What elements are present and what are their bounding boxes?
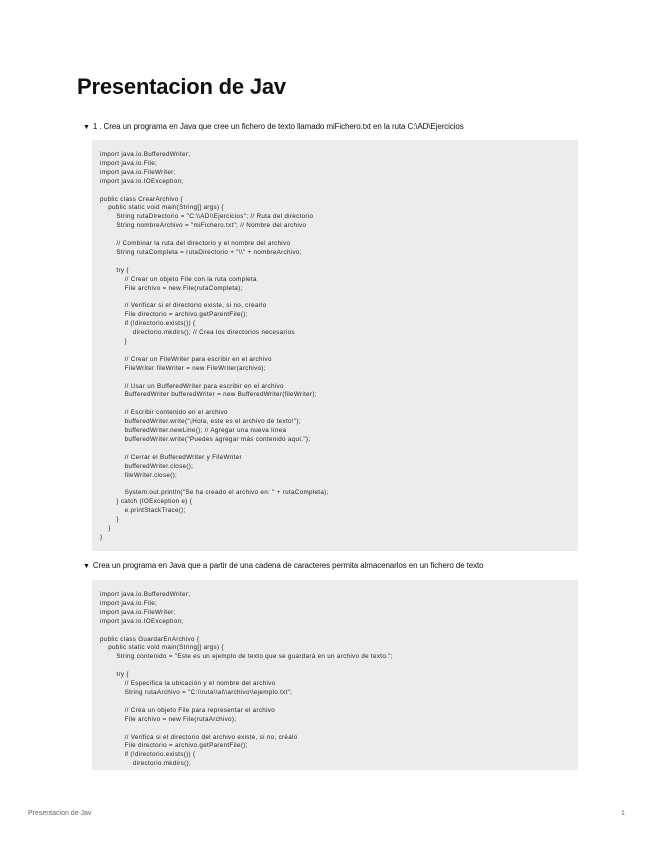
code-block-1-text: import java.io.BufferedWriter; import java.io.File; import java.io.FileWriter; import java.io.IOException; public class CrearArchivo { public static void main(String[] args) { String rutaDirectorio = "C:\\AD\\Ejercicios"; // Ruta del directorio String nombreArchivo = "miFichero.txt"; // Nombre del archivo // Combinar la ruta del directorio y el nombre del archivo String rutaCompleta = rutaDirectorio + "\\" + nombreArchivo; try { // Crear un objeto File con la ruta completa File archivo = new File(rutaCompleta); // Verificar si el directorio existe, si no, crearlo File directorio = archivo.getParentFile(); if (!directorio.exists()) { directorio.mkdirs(); // Crea los directorios necesarios } // Crear un FileWriter para escribir en el archivo FileWriter fileWriter = new FileWriter(archivo); // Usar un BufferedWriter para escribir en el archivo BufferedWriter bufferedWriter = new BufferedWriter(fileWriter); // Escribir contenido en el archivo bufferedWriter.write("¡Hola, este es el archivo de texto!"); bufferedWriter.newLine(); // Agregar una nueva línea bufferedWriter.write("Puedes agregar más contenido aquí."); // Cerrar el BufferedWriter y FileWriter bufferedWriter.close(); fileWriter.close(); System.out.println("Se ha creado el archivo en: " + rutaCompleta); } catch (IOException e) { e.printStackTrace(); } } } (100, 151, 329, 541)
code-block-1 (92, 140, 578, 551)
triangle-down-icon: ▼ (83, 124, 90, 131)
section-1-toggle[interactable] (83, 122, 464, 131)
code-block-2-text: import java.io.BufferedWriter; import java.io.File; import java.io.FileWriter; import java.io.IOException; public class GuardarEnArchivo { public static void main(String[] args) { String contenido = "Este es un ejemplo de texto que se guardará en un archivo de texto."; try { // Especifica la ubicación y el nombre del archivo String rutaArchivo = "C:\\ruta\\al\\archivo\\ejemplo.txt"; // Crea un objeto File para representar el archivo File archivo = new File(rutaArchivo); // Verifica si el directorio del archivo existe, si no, créalo File directorio = archivo.getParentFile(); if (!directorio.exists()) { directorio.mkdirs(); (100, 591, 393, 768)
footer-title: Presentacion de Jav (28, 810, 92, 817)
section-1-heading: 1 . Crea un programa en Java que cree un fichero de texto llamado miFichero.txt en la ruta C:\AD\Ejercicios (92, 122, 464, 131)
triangle-down-icon: ▼ (83, 563, 90, 570)
code-block-2 (92, 580, 578, 770)
section-2-heading: Crea un programa en Java que a partir de una cadena de caracteres permita almacenarlos en un fichero de texto (92, 561, 484, 570)
page-number: 1 (621, 810, 625, 817)
section-2-toggle[interactable] (83, 561, 484, 570)
page-title: Presentacion de Jav (77, 74, 286, 99)
